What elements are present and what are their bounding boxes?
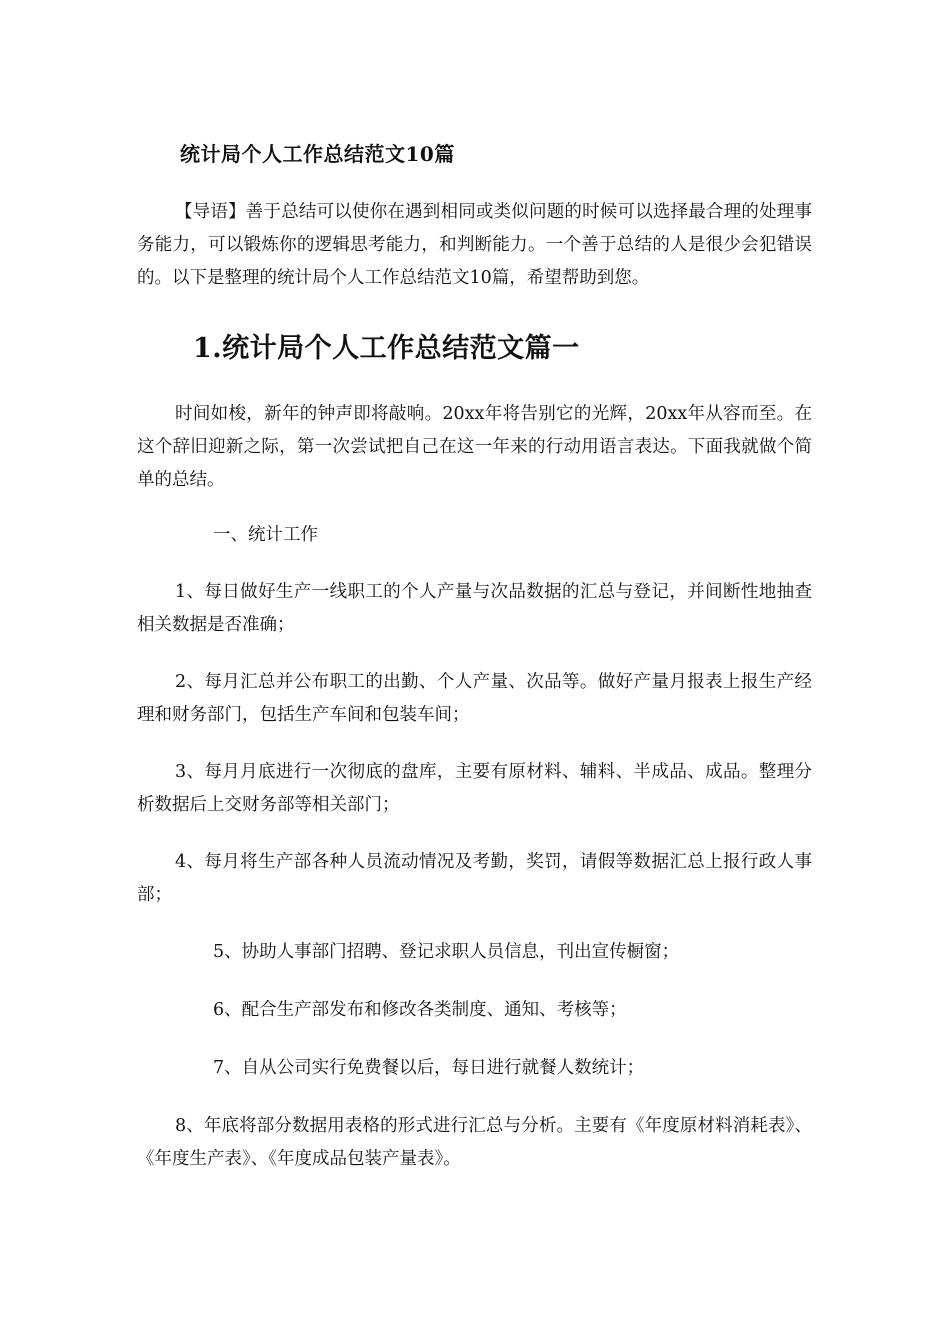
- list-item: 3、每月月底进行一次彻底的盘库，主要有原材料、辅料、半成品、成品。整理分析数据后上交财务部等相关部门；: [137, 762, 812, 815]
- document-title: 统计局个人工作总结范文10篇: [180, 142, 455, 166]
- intro-paragraph: 【导语】善于总结可以使你在遇到相同或类似问题的时候可以选择最合理的处理事务能力，可以锻炼你的逻辑思考能力，和判断能力。一个善于总结的人是很少会犯错误的。以下是整理的统计局个人工作总结范文10篇，希望帮助到您。: [137, 202, 812, 288]
- list-item: 1、每日做好生产一线职工的个人产量与次品数据的汇总与登记，并间断性地抽查相关数据是否准确；: [137, 582, 812, 635]
- list-item: 7、自从公司实行免费餐以后，每日进行就餐人数统计；: [213, 1058, 645, 1078]
- opening-paragraph: 时间如梭，新年的钟声即将敲响。20xx年将告别它的光辉，20xx年从容而至。在这个辞旧迎新之际，第一次尝试把自己在这一年来的行动用语言表达。下面我就做个简单的总结。: [137, 404, 812, 490]
- subheading-statistics-work: 一、统计工作: [213, 525, 318, 545]
- list-item: 5、协助人事部门招聘、登记求职人员信息，刊出宣传橱窗；: [213, 942, 680, 962]
- list-item: 4、每月将生产部各种人员流动情况及考勤，奖罚，请假等数据汇总上报行政人事部；: [137, 852, 812, 905]
- section-heading: 1.统计局个人工作总结范文篇一: [193, 333, 580, 364]
- list-item: 2、每月汇总并公布职工的出勤、个人产量、次品等。做好产量月报表上报生产经理和财务部门，包括生产车间和包装车间；: [137, 672, 812, 725]
- list-item: 6、配合生产部发布和修改各类制度、通知、考核等；: [213, 1000, 627, 1020]
- list-item: 8、年底将部分数据用表格的形式进行汇总与分析。主要有《年度原材料消耗表》、《年度生产表》、《年度成品包装产量表》。: [137, 1116, 812, 1169]
